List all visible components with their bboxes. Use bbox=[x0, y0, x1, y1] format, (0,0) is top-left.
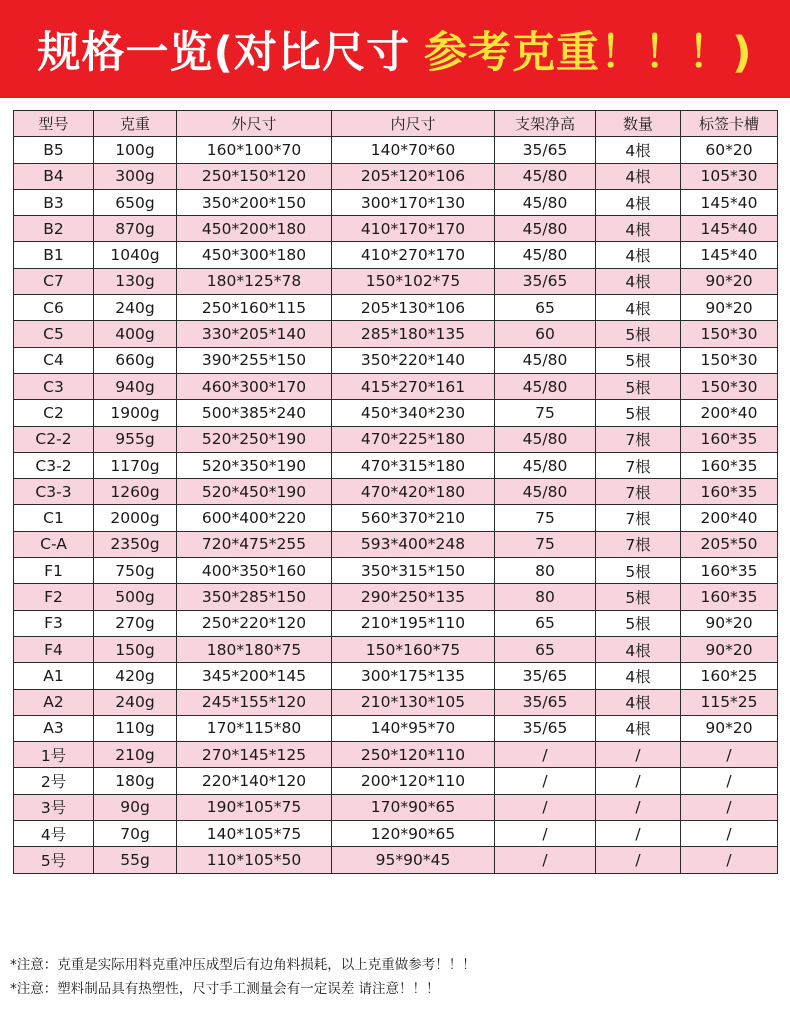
cell-label-slot: 145*40 bbox=[681, 189, 778, 215]
table-row bbox=[14, 426, 778, 452]
cell-inner-size: 95*90*45 bbox=[332, 847, 495, 873]
cell-quantity: 7根 bbox=[596, 452, 681, 478]
cell-quantity: 4根 bbox=[596, 216, 681, 242]
cell-quantity: 4根 bbox=[596, 663, 681, 689]
cell-stand-height: / bbox=[495, 821, 596, 847]
cell-model: 2号 bbox=[14, 768, 94, 794]
cell-inner-size: 150*102*75 bbox=[332, 268, 495, 294]
cell-outer-size: 160*100*70 bbox=[177, 137, 332, 163]
cell-stand-height: 45/80 bbox=[495, 479, 596, 505]
cell-quantity: / bbox=[596, 768, 681, 794]
cell-inner-size: 410*270*170 bbox=[332, 242, 495, 268]
col-header-weight: 克重 bbox=[94, 111, 177, 137]
table-row bbox=[14, 505, 778, 531]
cell-weight: 300g bbox=[94, 163, 177, 189]
cell-stand-height: 35/65 bbox=[495, 689, 596, 715]
cell-weight: 1040g bbox=[94, 242, 177, 268]
cell-model: 3号 bbox=[14, 794, 94, 820]
cell-model: B4 bbox=[14, 163, 94, 189]
cell-label-slot: 90*20 bbox=[681, 295, 778, 321]
cell-weight: 90g bbox=[94, 794, 177, 820]
cell-stand-height: 75 bbox=[495, 505, 596, 531]
col-header-outer-size: 外尺寸 bbox=[177, 111, 332, 137]
cell-weight: 240g bbox=[94, 689, 177, 715]
cell-outer-size: 250*150*120 bbox=[177, 163, 332, 189]
cell-weight: 870g bbox=[94, 216, 177, 242]
cell-stand-height: 45/80 bbox=[495, 426, 596, 452]
cell-label-slot: 90*20 bbox=[681, 610, 778, 636]
table-row bbox=[14, 768, 778, 794]
cell-weight: 500g bbox=[94, 584, 177, 610]
cell-quantity: 5根 bbox=[596, 321, 681, 347]
cell-outer-size: 170*115*80 bbox=[177, 715, 332, 741]
cell-label-slot: 160*35 bbox=[681, 558, 778, 584]
cell-stand-height: 65 bbox=[495, 295, 596, 321]
cell-model: C3-3 bbox=[14, 479, 94, 505]
cell-weight: 955g bbox=[94, 426, 177, 452]
cell-stand-height: 35/65 bbox=[495, 137, 596, 163]
cell-model: C2-2 bbox=[14, 426, 94, 452]
cell-label-slot: 160*35 bbox=[681, 426, 778, 452]
cell-model: F4 bbox=[14, 636, 94, 662]
cell-inner-size: 470*315*180 bbox=[332, 452, 495, 478]
cell-inner-size: 210*130*105 bbox=[332, 689, 495, 715]
page-title: 规格一览(对比尺寸 bbox=[37, 27, 410, 78]
cell-weight: 650g bbox=[94, 189, 177, 215]
cell-weight: 270g bbox=[94, 610, 177, 636]
cell-model: A1 bbox=[14, 663, 94, 689]
table-row bbox=[14, 479, 778, 505]
page-title-highlight: 参考克重！！！) bbox=[424, 27, 753, 78]
cell-outer-size: 520*350*190 bbox=[177, 452, 332, 478]
cell-model: C4 bbox=[14, 347, 94, 373]
cell-model: A2 bbox=[14, 689, 94, 715]
cell-label-slot: 150*30 bbox=[681, 321, 778, 347]
table-row bbox=[14, 295, 778, 321]
table-row bbox=[14, 189, 778, 215]
cell-model: A3 bbox=[14, 715, 94, 741]
cell-weight: 130g bbox=[94, 268, 177, 294]
table-row bbox=[14, 347, 778, 373]
cell-weight: 150g bbox=[94, 636, 177, 662]
table-row bbox=[14, 584, 778, 610]
cell-inner-size: 350*220*140 bbox=[332, 347, 495, 373]
cell-inner-size: 250*120*110 bbox=[332, 742, 495, 768]
cell-label-slot: 160*35 bbox=[681, 479, 778, 505]
table-row bbox=[14, 558, 778, 584]
cell-outer-size: 350*285*150 bbox=[177, 584, 332, 610]
cell-model: C1 bbox=[14, 505, 94, 531]
table-row bbox=[14, 400, 778, 426]
cell-label-slot: 150*30 bbox=[681, 373, 778, 399]
cell-quantity: / bbox=[596, 821, 681, 847]
table-row bbox=[14, 742, 778, 768]
cell-model: C7 bbox=[14, 268, 94, 294]
cell-quantity: 7根 bbox=[596, 505, 681, 531]
cell-model: B3 bbox=[14, 189, 94, 215]
cell-model: F2 bbox=[14, 584, 94, 610]
cell-outer-size: 450*300*180 bbox=[177, 242, 332, 268]
cell-outer-size: 520*250*190 bbox=[177, 426, 332, 452]
cell-quantity: 5根 bbox=[596, 347, 681, 373]
cell-quantity: 4根 bbox=[596, 189, 681, 215]
cell-outer-size: 390*255*150 bbox=[177, 347, 332, 373]
cell-label-slot: 90*20 bbox=[681, 715, 778, 741]
cell-outer-size: 190*105*75 bbox=[177, 794, 332, 820]
cell-label-slot: 90*20 bbox=[681, 268, 778, 294]
cell-quantity: / bbox=[596, 847, 681, 873]
cell-outer-size: 720*475*255 bbox=[177, 531, 332, 557]
cell-inner-size: 470*225*180 bbox=[332, 426, 495, 452]
cell-model: B5 bbox=[14, 137, 94, 163]
cell-weight: 660g bbox=[94, 347, 177, 373]
cell-weight: 940g bbox=[94, 373, 177, 399]
cell-quantity: 4根 bbox=[596, 268, 681, 294]
table-row bbox=[14, 268, 778, 294]
cell-quantity: 7根 bbox=[596, 531, 681, 557]
cell-weight: 750g bbox=[94, 558, 177, 584]
cell-model: C3-2 bbox=[14, 452, 94, 478]
table-row bbox=[14, 847, 778, 873]
cell-model: 1号 bbox=[14, 742, 94, 768]
cell-inner-size: 300*170*130 bbox=[332, 189, 495, 215]
cell-weight: 210g bbox=[94, 742, 177, 768]
cell-weight: 420g bbox=[94, 663, 177, 689]
cell-stand-height: / bbox=[495, 742, 596, 768]
cell-inner-size: 415*270*161 bbox=[332, 373, 495, 399]
cell-inner-size: 205*130*106 bbox=[332, 295, 495, 321]
cell-label-slot: / bbox=[681, 821, 778, 847]
cell-label-slot: 150*30 bbox=[681, 347, 778, 373]
cell-quantity: 7根 bbox=[596, 426, 681, 452]
cell-inner-size: 350*315*150 bbox=[332, 558, 495, 584]
cell-stand-height: / bbox=[495, 768, 596, 794]
table-row bbox=[14, 163, 778, 189]
cell-stand-height: 45/80 bbox=[495, 163, 596, 189]
cell-label-slot: 90*20 bbox=[681, 636, 778, 662]
cell-inner-size: 140*70*60 bbox=[332, 137, 495, 163]
table-header-row bbox=[14, 111, 778, 137]
cell-quantity: 5根 bbox=[596, 584, 681, 610]
cell-model: 5号 bbox=[14, 847, 94, 873]
cell-inner-size: 290*250*135 bbox=[332, 584, 495, 610]
cell-quantity: 5根 bbox=[596, 373, 681, 399]
cell-quantity: / bbox=[596, 742, 681, 768]
cell-stand-height: 60 bbox=[495, 321, 596, 347]
note-weight: *注意：克重是实际用料克重冲压成型后有边角料损耗，以上克重做参考！！！ bbox=[10, 957, 476, 973]
col-header-label-slot: 标签卡槽 bbox=[681, 111, 778, 137]
cell-outer-size: 500*385*240 bbox=[177, 400, 332, 426]
cell-outer-size: 270*145*125 bbox=[177, 742, 332, 768]
cell-model: F1 bbox=[14, 558, 94, 584]
table-row bbox=[14, 373, 778, 399]
cell-inner-size: 200*120*110 bbox=[332, 768, 495, 794]
cell-quantity: 4根 bbox=[596, 163, 681, 189]
cell-outer-size: 450*200*180 bbox=[177, 216, 332, 242]
cell-stand-height: / bbox=[495, 847, 596, 873]
cell-outer-size: 250*220*120 bbox=[177, 610, 332, 636]
cell-model: C-A bbox=[14, 531, 94, 557]
table-row bbox=[14, 531, 778, 557]
cell-quantity: 4根 bbox=[596, 295, 681, 321]
cell-outer-size: 220*140*120 bbox=[177, 768, 332, 794]
cell-inner-size: 410*170*170 bbox=[332, 216, 495, 242]
notes bbox=[10, 953, 780, 1001]
cell-label-slot: / bbox=[681, 847, 778, 873]
cell-outer-size: 350*200*150 bbox=[177, 189, 332, 215]
cell-outer-size: 245*155*120 bbox=[177, 689, 332, 715]
cell-quantity: / bbox=[596, 794, 681, 820]
cell-weight: 2350g bbox=[94, 531, 177, 557]
cell-outer-size: 520*450*190 bbox=[177, 479, 332, 505]
cell-stand-height: / bbox=[495, 794, 596, 820]
cell-weight: 1170g bbox=[94, 452, 177, 478]
cell-quantity: 4根 bbox=[596, 137, 681, 163]
cell-quantity: 4根 bbox=[596, 636, 681, 662]
cell-stand-height: 45/80 bbox=[495, 347, 596, 373]
cell-model: F3 bbox=[14, 610, 94, 636]
cell-stand-height: 35/65 bbox=[495, 268, 596, 294]
table-row bbox=[14, 216, 778, 242]
cell-outer-size: 250*160*115 bbox=[177, 295, 332, 321]
cell-outer-size: 330*205*140 bbox=[177, 321, 332, 347]
table-body bbox=[14, 137, 778, 873]
spec-table bbox=[13, 110, 778, 874]
table-row bbox=[14, 137, 778, 163]
table-row bbox=[14, 636, 778, 662]
cell-model: C5 bbox=[14, 321, 94, 347]
table-row bbox=[14, 663, 778, 689]
cell-model: C2 bbox=[14, 400, 94, 426]
cell-model: C6 bbox=[14, 295, 94, 321]
cell-label-slot: 115*25 bbox=[681, 689, 778, 715]
cell-stand-height: 35/65 bbox=[495, 663, 596, 689]
title-banner bbox=[0, 0, 790, 98]
cell-label-slot: 200*40 bbox=[681, 400, 778, 426]
cell-weight: 180g bbox=[94, 768, 177, 794]
cell-weight: 100g bbox=[94, 137, 177, 163]
cell-quantity: 5根 bbox=[596, 400, 681, 426]
cell-stand-height: 65 bbox=[495, 636, 596, 662]
cell-stand-height: 80 bbox=[495, 558, 596, 584]
table-row bbox=[14, 452, 778, 478]
cell-label-slot: 60*20 bbox=[681, 137, 778, 163]
cell-inner-size: 120*90*65 bbox=[332, 821, 495, 847]
cell-quantity: 5根 bbox=[596, 558, 681, 584]
cell-weight: 1900g bbox=[94, 400, 177, 426]
table-row bbox=[14, 321, 778, 347]
col-header-inner-size: 内尺寸 bbox=[332, 111, 495, 137]
cell-stand-height: 45/80 bbox=[495, 452, 596, 478]
table-row bbox=[14, 715, 778, 741]
col-header-model: 型号 bbox=[14, 111, 94, 137]
cell-weight: 55g bbox=[94, 847, 177, 873]
col-header-quantity: 数量 bbox=[596, 111, 681, 137]
cell-model: 4号 bbox=[14, 821, 94, 847]
cell-inner-size: 593*400*248 bbox=[332, 531, 495, 557]
cell-label-slot: / bbox=[681, 794, 778, 820]
cell-quantity: 4根 bbox=[596, 689, 681, 715]
cell-stand-height: 65 bbox=[495, 610, 596, 636]
cell-inner-size: 450*340*230 bbox=[332, 400, 495, 426]
cell-stand-height: 75 bbox=[495, 531, 596, 557]
cell-outer-size: 400*350*160 bbox=[177, 558, 332, 584]
cell-stand-height: 35/65 bbox=[495, 715, 596, 741]
cell-stand-height: 45/80 bbox=[495, 189, 596, 215]
cell-outer-size: 140*105*75 bbox=[177, 821, 332, 847]
cell-quantity: 7根 bbox=[596, 479, 681, 505]
cell-label-slot: 160*35 bbox=[681, 452, 778, 478]
cell-inner-size: 300*175*135 bbox=[332, 663, 495, 689]
table-row bbox=[14, 610, 778, 636]
cell-model: C3 bbox=[14, 373, 94, 399]
cell-quantity: 5根 bbox=[596, 610, 681, 636]
cell-weight: 2000g bbox=[94, 505, 177, 531]
cell-inner-size: 205*120*106 bbox=[332, 163, 495, 189]
cell-inner-size: 210*195*110 bbox=[332, 610, 495, 636]
cell-inner-size: 170*90*65 bbox=[332, 794, 495, 820]
table-row bbox=[14, 689, 778, 715]
cell-stand-height: 80 bbox=[495, 584, 596, 610]
cell-label-slot: 205*50 bbox=[681, 531, 778, 557]
cell-outer-size: 345*200*145 bbox=[177, 663, 332, 689]
col-header-stand-height: 支架净高 bbox=[495, 111, 596, 137]
cell-quantity: 4根 bbox=[596, 715, 681, 741]
cell-weight: 1260g bbox=[94, 479, 177, 505]
cell-stand-height: 75 bbox=[495, 400, 596, 426]
cell-label-slot: 145*40 bbox=[681, 242, 778, 268]
cell-label-slot: / bbox=[681, 742, 778, 768]
cell-inner-size: 560*370*210 bbox=[332, 505, 495, 531]
table-row bbox=[14, 821, 778, 847]
table-row bbox=[14, 242, 778, 268]
cell-label-slot: / bbox=[681, 768, 778, 794]
cell-stand-height: 45/80 bbox=[495, 373, 596, 399]
cell-weight: 240g bbox=[94, 295, 177, 321]
cell-inner-size: 150*160*75 bbox=[332, 636, 495, 662]
note-tolerance: *注意：塑料制品具有热塑性，尺寸手工测量会有一定误差 请注意！！！ bbox=[10, 981, 440, 997]
cell-stand-height: 45/80 bbox=[495, 242, 596, 268]
cell-outer-size: 460*300*170 bbox=[177, 373, 332, 399]
cell-inner-size: 470*420*180 bbox=[332, 479, 495, 505]
cell-inner-size: 140*95*70 bbox=[332, 715, 495, 741]
cell-label-slot: 160*25 bbox=[681, 663, 778, 689]
cell-label-slot: 145*40 bbox=[681, 216, 778, 242]
cell-weight: 110g bbox=[94, 715, 177, 741]
cell-stand-height: 45/80 bbox=[495, 216, 596, 242]
cell-outer-size: 600*400*220 bbox=[177, 505, 332, 531]
cell-outer-size: 180*125*78 bbox=[177, 268, 332, 294]
cell-label-slot: 160*35 bbox=[681, 584, 778, 610]
cell-label-slot: 105*30 bbox=[681, 163, 778, 189]
cell-outer-size: 180*180*75 bbox=[177, 636, 332, 662]
cell-model: B1 bbox=[14, 242, 94, 268]
cell-outer-size: 110*105*50 bbox=[177, 847, 332, 873]
cell-model: B2 bbox=[14, 216, 94, 242]
cell-weight: 70g bbox=[94, 821, 177, 847]
cell-inner-size: 285*180*135 bbox=[332, 321, 495, 347]
cell-label-slot: 200*40 bbox=[681, 505, 778, 531]
cell-quantity: 4根 bbox=[596, 242, 681, 268]
table-row bbox=[14, 794, 778, 820]
cell-weight: 400g bbox=[94, 321, 177, 347]
